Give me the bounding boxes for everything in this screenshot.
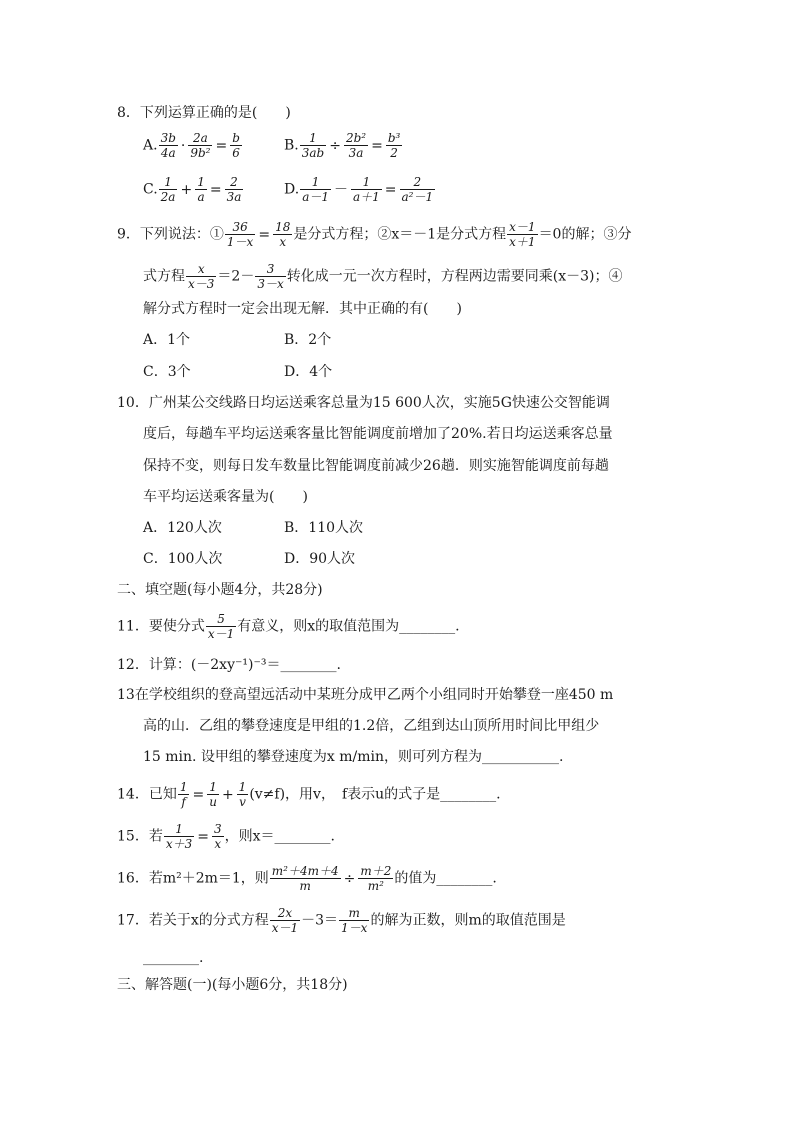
fraction: $\frac{2}{\text{a²－1}}$ (401, 175, 434, 204)
fraction: $\frac{2a}{\text{9b²}}$ (190, 131, 211, 160)
q14: 14．已知 $\frac{1}{f}$ = $\frac{1}{u}$ + $\frac{1}{v}$ (v≠f)，用v， f表示u的式子是________. (117, 780, 501, 809)
option-label: B. (284, 137, 299, 154)
q10-option-a: A．120人次 (143, 520, 222, 536)
fraction: $\frac{\text{m²＋4m＋4}}{m}$ (271, 864, 339, 893)
option-label: C. (143, 181, 158, 198)
q9-option-d: D．4个 (284, 364, 333, 380)
section-3-heading: 三、解答题(一)(每小题6分，共18分) (117, 977, 348, 993)
fraction: $\frac{1}{f}$ (179, 780, 188, 809)
option-label: D. (284, 181, 300, 198)
fraction: $\frac{5}{x-1}$ (207, 612, 235, 641)
q9-option-c: C．3个 (143, 364, 191, 380)
q8-option-c: C. $\frac{1}{2a}$ + $\frac{1}{a}$ = $\frac{2}{3a}$ (143, 175, 242, 204)
q8-option-a: A. $\frac{3b}{4a}$ · $\frac{2a}{\text{9b²}}$ = $\frac{b}{6}$ (143, 131, 240, 160)
fraction: $\frac{1}{a+1}$ (352, 175, 380, 204)
q10-line-2: 度后，每趟车平均运送乘客量比智能调度前增加了20%.若日均运送乘客总量 (143, 426, 613, 442)
fraction: $\frac{1}{3ab}$ (301, 131, 325, 160)
q11: 11．要使分式 $\frac{5}{x-1}$ 有意义，则x的取值范围为________. (117, 612, 460, 641)
fraction: $\frac{1}{x+3}$ (165, 822, 193, 851)
fraction: $\frac{\text{2b²}}{3a}$ (345, 131, 367, 160)
fraction: $\frac{1}{u}$ (209, 780, 217, 809)
fraction: $\frac{3}{x}$ (213, 822, 222, 851)
q13-line-1: 13在学校组织的登高望远活动中某班分成甲乙两个小组同时开始攀登一座450 m (117, 687, 614, 703)
q9-line-3: 解分式方程时一定会出现无解．其中正确的有( ) (143, 301, 462, 317)
fraction: $\frac{3}{3-x}$ (257, 262, 284, 291)
q16: 16．若m²＋2m＝1，则 $\frac{\text{m²＋4m＋4}}{m}$ ÷ $\frac{m+2}{\text{m²}}$ 的值为________. (117, 864, 497, 893)
fraction: $\frac{3b}{4a}$ (160, 131, 176, 160)
q13-line-3: 15 min. 设甲组的攀登速度为x m/min，则可列方程为___________. (143, 749, 564, 765)
q8-option-b: B. $\frac{1}{3ab}$ ÷ $\frac{\text{2b²}}{3a}$ = $\frac{\text{b³}}{2}$ (284, 131, 401, 160)
section-2-heading: 二、填空题(每小题4分，共28分) (117, 582, 323, 598)
q9-option-a: A．1个 (143, 332, 191, 348)
q13-line-2: 高的山．乙组的攀登速度是甲组的1.2倍，乙组到达山顶所用时间比甲组少 (143, 718, 600, 734)
fraction: $\frac{2}{3a}$ (226, 175, 242, 204)
q12: 12．计算：(－2xy⁻¹)⁻³＝________. (117, 657, 341, 673)
fraction: $\frac{1}{a}$ (197, 175, 205, 204)
q9-line-1: 9．下列说法：① $\frac{36}{1-x}$ = $\frac{18}{x}$ 是分式方程；②x＝－1是分式方程 $\frac{x-1}{x+1}$ ＝0的解；③分 (117, 220, 632, 249)
q9-option-b: B．2个 (284, 332, 332, 348)
q17-line-2: ________. (143, 950, 204, 966)
fraction: $\frac{m+2}{\text{m²}}$ (360, 864, 392, 893)
q8-stem: 8．下列运算正确的是( ) (117, 105, 291, 121)
fraction: $\frac{1}{v}$ (238, 780, 247, 809)
q9-line-2: 式方程 $\frac{x}{x-3}$ ＝2－ $\frac{3}{3-x}$ 转化成一元一次方程时，方程两边需要同乘(x－3)；④ (143, 262, 623, 291)
fraction: $\frac{1}{a-1}$ (302, 175, 329, 204)
fraction: $\frac{b}{6}$ (232, 131, 240, 160)
fraction: $\frac{1}{2a}$ (160, 175, 176, 204)
q10-line-1: 10．广州某公交线路日均运送乘客总量为15 600人次，实施5G快速公交智能调 (117, 395, 610, 411)
fraction: $\frac{x-1}{x+1}$ (509, 220, 536, 249)
q15: 15．若 $\frac{1}{x+3}$ = $\frac{3}{x}$ ，则x＝________. (117, 822, 335, 851)
fraction: $\frac{m}{1-x}$ (341, 906, 368, 935)
q10-option-c: C．100人次 (143, 551, 223, 567)
q8-option-d: D. $\frac{1}{a-1}$ － $\frac{1}{a+1}$ = $\frac{2}{\text{a²－1}}$ (284, 175, 434, 204)
q10-line-4: 车平均运送乘客量为( ) (143, 489, 308, 505)
fraction: $\frac{36}{1-x}$ (226, 220, 254, 249)
q10-option-b: B．110人次 (284, 520, 364, 536)
q10-option-d: D．90人次 (284, 551, 356, 567)
fraction: $\frac{\text{b³}}{2}$ (387, 131, 401, 160)
fraction: $\frac{18}{x}$ (275, 220, 291, 249)
q10-line-3: 保持不变，则每日发车数量比智能调度前减少26趟．则实施智能调度前每趟 (143, 458, 609, 474)
option-label: A. (143, 137, 158, 154)
fraction: $\frac{2x}{x-1}$ (271, 906, 299, 935)
fraction: $\frac{x}{x-3}$ (188, 262, 215, 291)
q17-line-1: 17．若关于x的分式方程 $\frac{2x}{x-1}$ －3＝ $\frac{m}{1-x}$ 的解为正数，则m的取值范围是 (117, 906, 566, 935)
